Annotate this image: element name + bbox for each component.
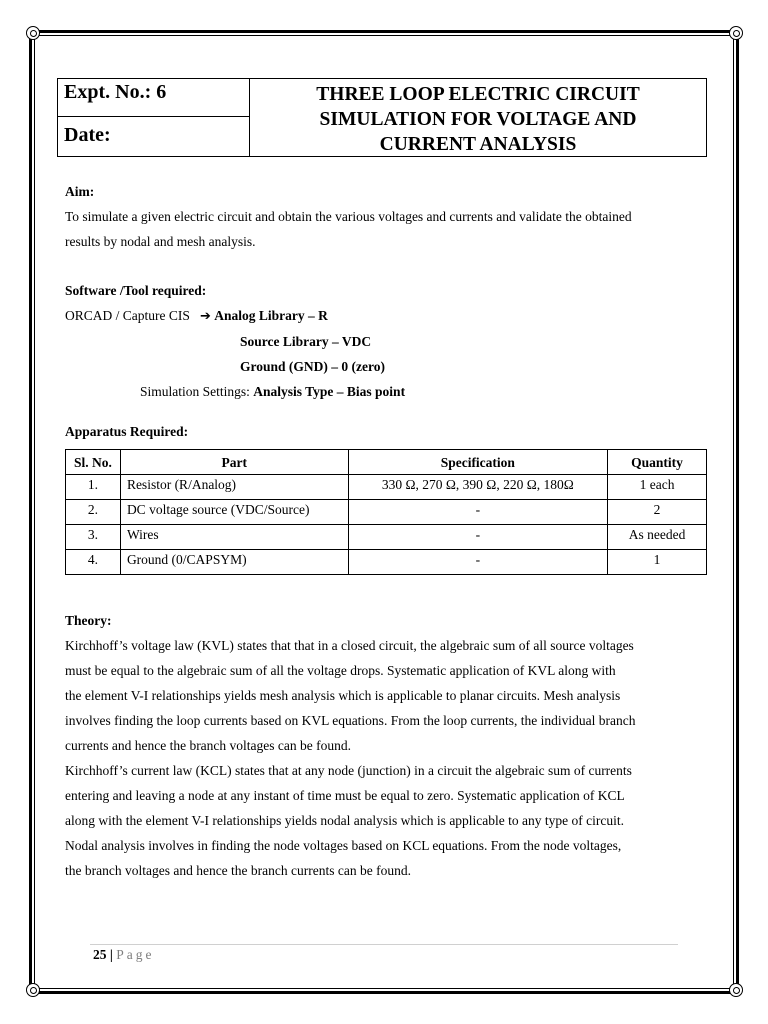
title-line: THREE LOOP ELECTRIC CIRCUIT bbox=[316, 84, 640, 105]
spec-cell: 330 Ω, 270 Ω, 390 Ω, 220 Ω, 180Ω bbox=[348, 475, 608, 500]
sl-no-cell: 4. bbox=[66, 550, 121, 575]
page-footer bbox=[93, 947, 154, 963]
theory-line: the branch voltages and hence the branch currents can be found. bbox=[65, 863, 411, 878]
corner-ornament-icon bbox=[26, 26, 40, 40]
sl-no-cell: 2. bbox=[66, 500, 121, 525]
aim-text-line: results by nodal and mesh analysis. bbox=[65, 234, 256, 249]
spec-cell: - bbox=[348, 550, 608, 575]
theory-line: entering and leaving a node at any instant of time must be equal to zero. Systematic application of KCL bbox=[65, 788, 625, 803]
theory-section bbox=[65, 608, 707, 883]
table-row bbox=[66, 500, 707, 525]
theory-line: Kirchhoff’s voltage law (KVL) states that that in a closed circuit, the algebraic sum of all source voltages bbox=[65, 638, 634, 653]
corner-ornament-icon bbox=[729, 983, 743, 997]
theory-line: must be equal to the algebraic sum of all the voltage drops. Systematic application of KVL along with bbox=[65, 663, 616, 678]
column-header: Sl. No. bbox=[66, 450, 121, 475]
expt-no: Expt. No.: 6 bbox=[64, 81, 167, 103]
table-row bbox=[66, 550, 707, 575]
software-tool: ORCAD / Capture CIS bbox=[65, 308, 190, 323]
spec-cell: - bbox=[348, 525, 608, 550]
part-cell: DC voltage source (VDC/Source) bbox=[120, 500, 348, 525]
experiment-header bbox=[57, 78, 707, 157]
settings-value: Analysis Type – Bias point bbox=[253, 384, 406, 399]
theory-heading: Theory: bbox=[65, 613, 112, 628]
column-header: Quantity bbox=[608, 450, 707, 475]
aim-text-line: To simulate a given electric circuit and obtain the various voltages and currents and validate the obtained bbox=[65, 209, 632, 224]
quantity-cell: 1 bbox=[608, 550, 707, 575]
apparatus-table bbox=[65, 449, 707, 575]
library-item: Source Library – VDC bbox=[240, 334, 372, 349]
theory-line: currents and hence the branch voltages can be found. bbox=[65, 738, 352, 753]
aim-heading: Aim: bbox=[65, 184, 95, 199]
sl-no-cell: 1. bbox=[66, 475, 121, 500]
theory-line: Kirchhoff’s current law (KCL) states that at any node (junction) in a circuit the algebraic sum of currents bbox=[65, 763, 632, 778]
column-header: Part bbox=[120, 450, 348, 475]
arrow-icon: ➔ bbox=[200, 309, 211, 324]
spec-cell: - bbox=[348, 500, 608, 525]
apparatus-heading: Apparatus Required: bbox=[65, 424, 189, 439]
part-cell: Ground (0/CAPSYM) bbox=[120, 550, 348, 575]
sl-no-cell: 3. bbox=[66, 525, 121, 550]
theory-line: the element V-I relationships yields mesh analysis which is applicable to planar circuits. Mesh analysis bbox=[65, 688, 621, 703]
software-heading: Software /Tool required: bbox=[65, 283, 207, 298]
title-line: SIMULATION FOR VOLTAGE AND bbox=[319, 109, 637, 130]
title-line: CURRENT ANALYSIS bbox=[379, 134, 577, 155]
footer-divider bbox=[90, 944, 678, 945]
column-header: Specification bbox=[348, 450, 608, 475]
library-item: Ground (GND) – 0 (zero) bbox=[240, 359, 385, 374]
theory-line: Nodal analysis involves in finding the node voltages based on KCL equations. From the node voltages, bbox=[65, 838, 622, 853]
part-cell: Resistor (R/Analog) bbox=[120, 475, 348, 500]
page-number: 25 bbox=[93, 947, 107, 962]
quantity-cell: 2 bbox=[608, 500, 707, 525]
theory-line: involves finding the loop currents based on KVL equations. From the loop currents, the individual branch bbox=[65, 713, 636, 728]
date-label: Date: bbox=[64, 124, 111, 146]
footer-separator: | bbox=[106, 947, 117, 962]
quantity-cell: As needed bbox=[608, 525, 707, 550]
software-tool-line bbox=[65, 303, 707, 329]
table-row bbox=[66, 525, 707, 550]
theory-line: along with the element V-I relationships yields nodal analysis which is applicable to any type of circuit. bbox=[65, 813, 624, 828]
table-row bbox=[66, 475, 707, 500]
page-label: Page bbox=[116, 947, 155, 962]
date-cell bbox=[58, 117, 249, 156]
corner-ornament-icon bbox=[729, 26, 743, 40]
document-body bbox=[65, 179, 707, 444]
quantity-cell: 1 each bbox=[608, 475, 707, 500]
expt-no-cell bbox=[58, 79, 249, 117]
experiment-title bbox=[250, 82, 706, 157]
corner-ornament-icon bbox=[26, 983, 40, 997]
table-header-row bbox=[66, 450, 707, 475]
part-cell: Wires bbox=[120, 525, 348, 550]
library-item: Analog Library – R bbox=[214, 308, 328, 323]
simulation-settings bbox=[65, 379, 707, 404]
header-left-cell bbox=[58, 79, 250, 156]
settings-label: Simulation Settings: bbox=[140, 384, 254, 399]
